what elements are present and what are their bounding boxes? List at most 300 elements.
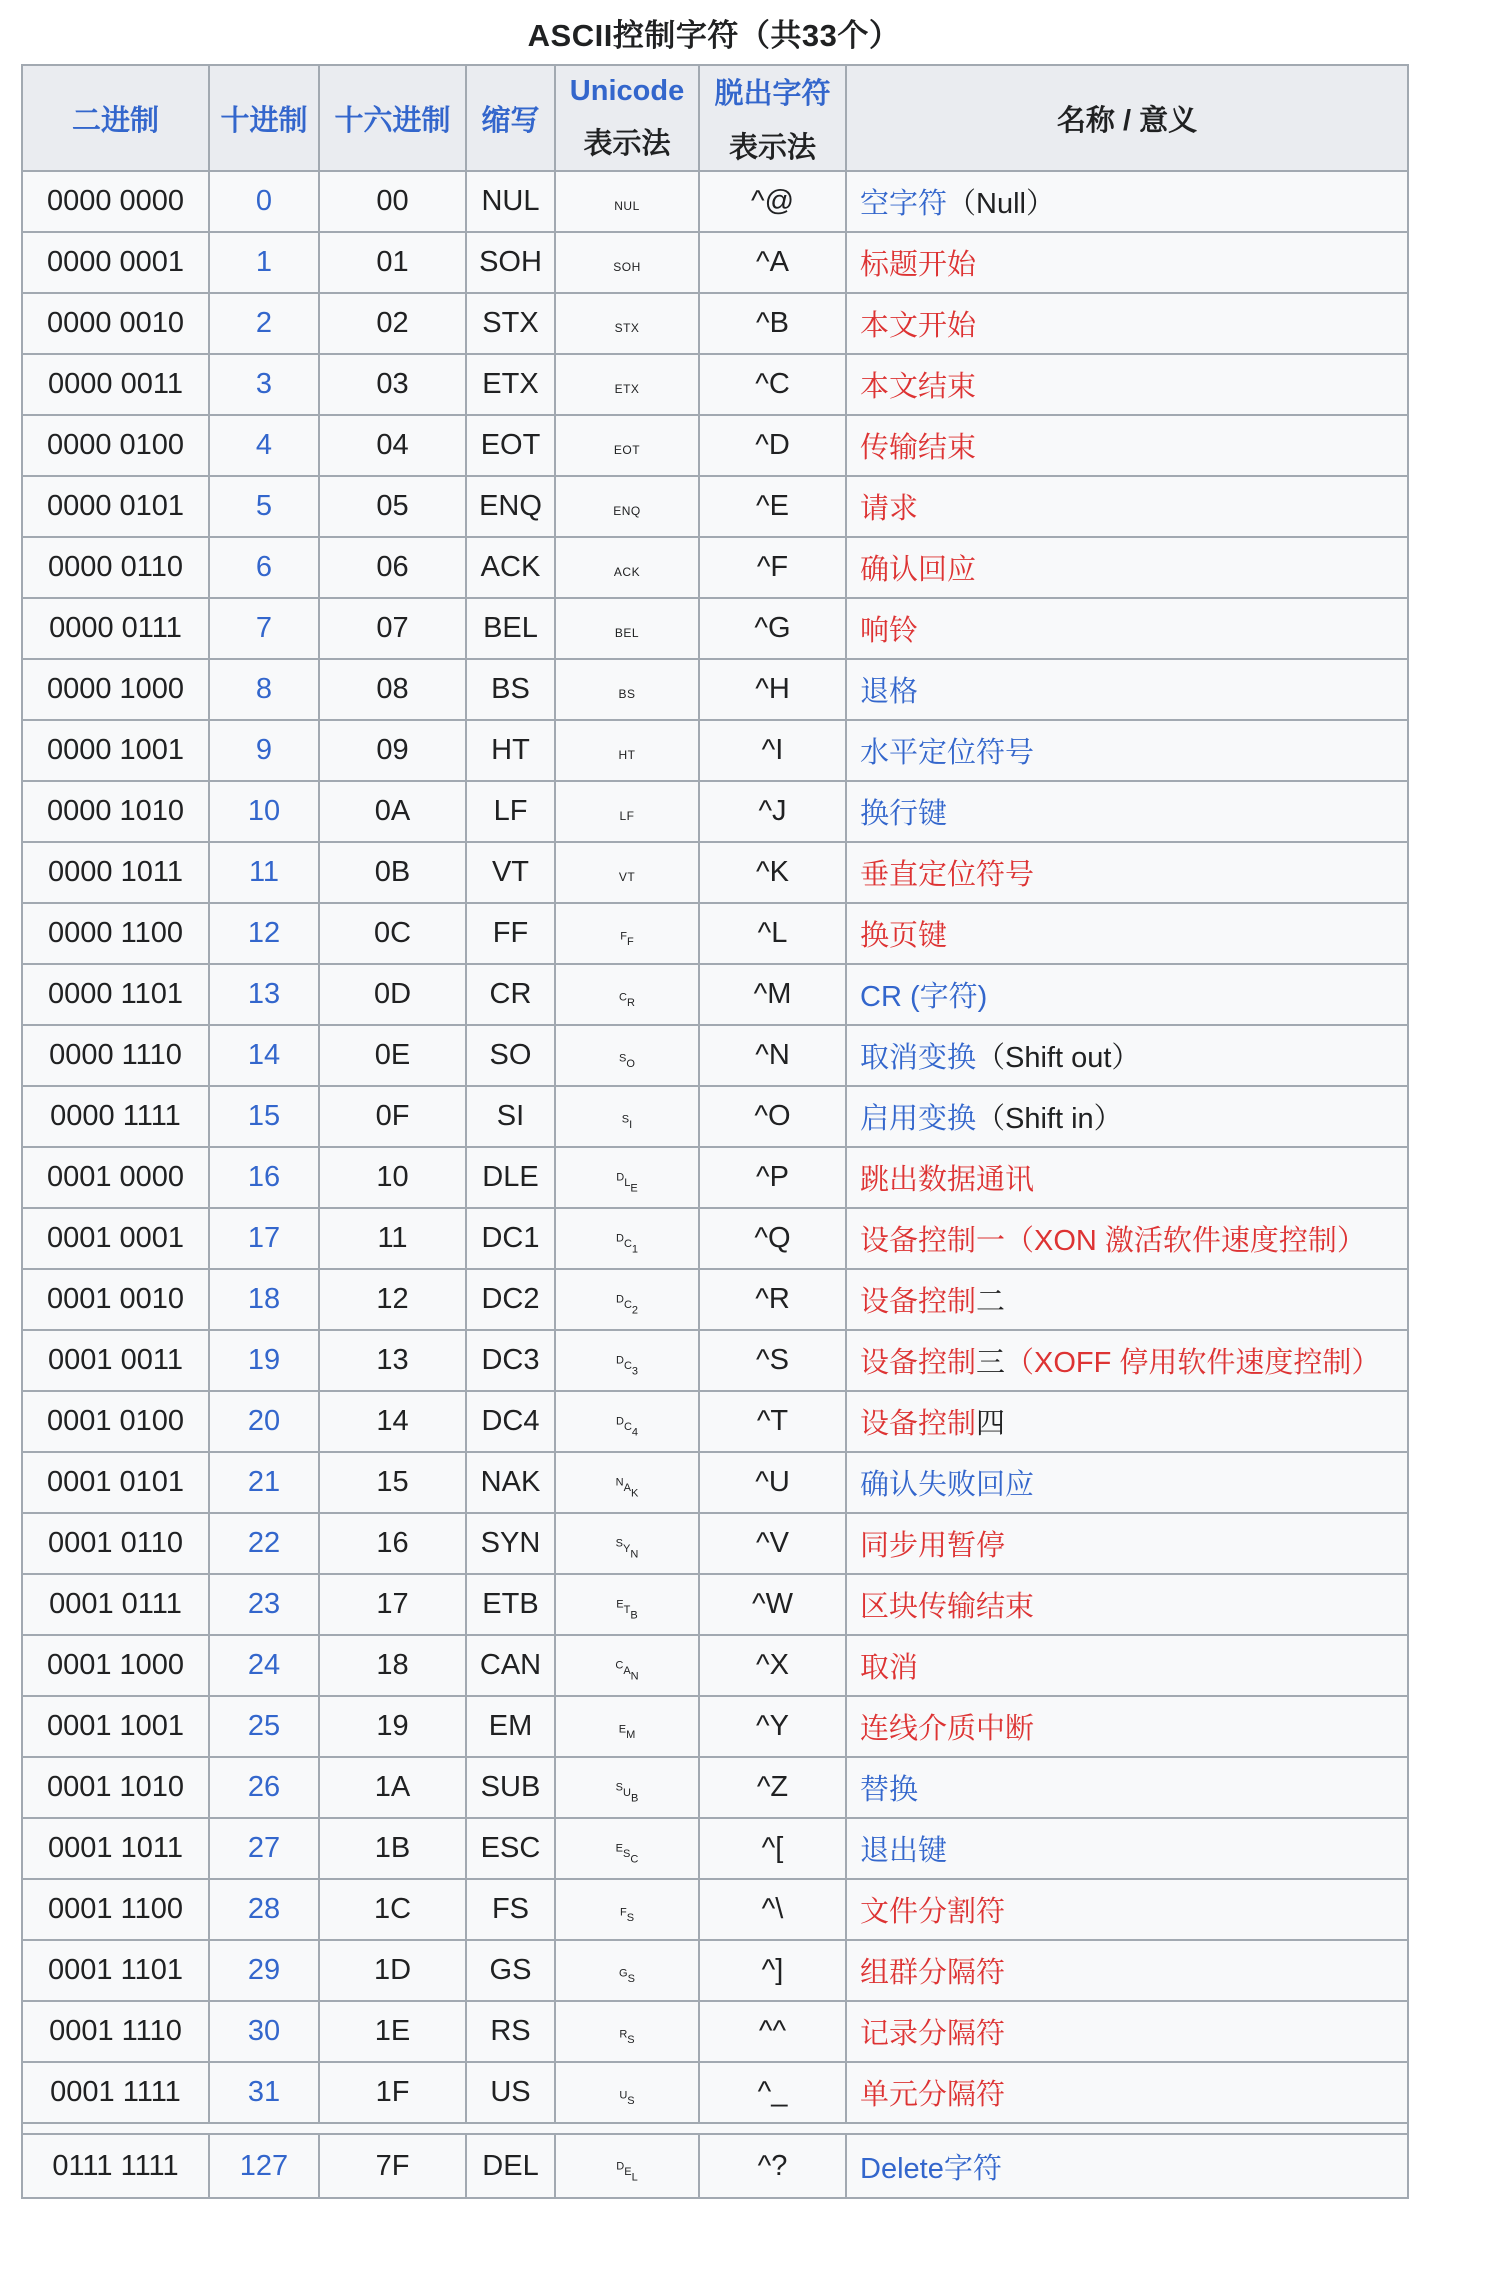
table-row <box>22 659 1408 720</box>
cell-unicode-symbol <box>555 1208 699 1269</box>
control-picture-glyph <box>615 1415 639 1439</box>
name-redlink[interactable]: 单元分隔符 <box>860 2079 1006 2111</box>
control-picture-glyph <box>619 991 635 1009</box>
glyph-letter: N <box>621 504 631 518</box>
glyph-letter: S <box>626 1911 635 1924</box>
table-row <box>22 293 1408 354</box>
control-picture-glyph <box>615 1781 639 1805</box>
cell-escape: ^[ <box>699 1818 846 1879</box>
decimal-link[interactable]: 2 <box>255 307 273 339</box>
glyph-letter: N <box>630 1670 639 1683</box>
cell-name <box>846 2134 1408 2198</box>
glyph-letter: N <box>615 1476 624 1489</box>
hex-header-link[interactable]: 十六进制 <box>334 104 451 137</box>
cell-escape: ^G <box>699 598 846 659</box>
cell-name <box>846 720 1408 781</box>
name-redlink[interactable]: 连线介质中断 <box>860 1713 1035 1745</box>
cell-hex: 1F <box>319 2062 466 2123</box>
glyph-letter: T <box>627 870 636 884</box>
glyph-letter: C <box>619 991 627 1004</box>
name-redlink[interactable]: 设备控制 <box>860 1286 977 1318</box>
decimal-link[interactable]: 18 <box>247 1283 281 1315</box>
glyph-letter: H <box>618 748 628 762</box>
glyph-letter: D <box>616 1171 625 1184</box>
cell-escape: ^U <box>699 1452 846 1513</box>
decimal-link[interactable]: 22 <box>247 1527 281 1559</box>
glyph-letter: R <box>627 996 635 1009</box>
control-picture-glyph <box>620 930 634 948</box>
cell-decimal <box>209 232 319 293</box>
glyph-letter: D <box>616 2160 625 2172</box>
glyph-letter: C <box>615 1659 624 1672</box>
cell-unicode-symbol <box>555 1147 699 1208</box>
name-text: （Null） <box>947 188 1055 220</box>
name-redlink[interactable]: 确认回应 <box>860 554 977 586</box>
glyph-letter: D <box>615 1232 624 1245</box>
control-picture-glyph <box>616 1171 638 1195</box>
column-header-escape <box>699 65 846 171</box>
cell-decimal <box>209 1147 319 1208</box>
glyph-letter: N <box>614 199 624 213</box>
glyph-letter: E <box>613 443 623 457</box>
cell-hex: 04 <box>319 415 466 476</box>
abbr-header-link[interactable]: 缩写 <box>481 104 540 137</box>
cell-unicode-symbol <box>555 171 699 232</box>
control-picture-glyph <box>616 2160 638 2183</box>
glyph-letter: H <box>631 260 641 274</box>
cell-name <box>846 659 1408 720</box>
table-row <box>22 1025 1408 1086</box>
glyph-letter: Y <box>623 1543 631 1555</box>
control-picture-glyph <box>614 443 640 457</box>
cell-name <box>846 1879 1408 1940</box>
name-link[interactable]: 退格 <box>860 676 919 708</box>
control-picture-glyph <box>618 687 635 701</box>
cell-unicode-symbol <box>555 1818 699 1879</box>
glyph-letter: T <box>623 382 631 396</box>
glyph-letter: O <box>621 260 632 274</box>
cell-escape: ^P <box>699 1147 846 1208</box>
column-header-unicode <box>555 65 699 171</box>
decimal-link[interactable]: 25 <box>247 1710 281 1742</box>
name-redlink[interactable]: 垂直定位符号 <box>860 859 1035 891</box>
cell-abbr: DC4 <box>466 1391 555 1452</box>
name-redlink[interactable]: 设备控制 <box>860 1347 977 1379</box>
table-row <box>22 2062 1408 2123</box>
decimal-link[interactable]: 12 <box>247 917 281 949</box>
name-redlink[interactable]: 传输结束 <box>860 432 977 464</box>
decimal-link[interactable]: 30 <box>247 2015 281 2047</box>
name-link[interactable]: 水平定位符号 <box>860 737 1035 769</box>
cell-abbr: US <box>466 2062 555 2123</box>
cell-hex: 12 <box>319 1269 466 1330</box>
cell-binary: 0000 0011 <box>22 354 209 415</box>
cell-name <box>846 537 1408 598</box>
cell-hex: 13 <box>319 1330 466 1391</box>
cell-escape: ^Z <box>699 1757 846 1818</box>
cell-abbr: ENQ <box>466 476 555 537</box>
control-picture-glyph <box>614 565 640 579</box>
cell-escape: ^A <box>699 232 846 293</box>
name-redlink[interactable]: 换页键 <box>860 920 948 952</box>
glyph-letter: E <box>630 1182 638 1195</box>
name-text: 二 <box>976 1286 1006 1318</box>
column-header-abbr <box>466 65 555 171</box>
cell-name <box>846 1574 1408 1635</box>
name-redlink[interactable]: 组群分隔符 <box>860 1957 1006 1989</box>
control-picture-glyph <box>616 1598 638 1622</box>
glyph-letter: 2 <box>631 1304 639 1317</box>
name-redlink[interactable]: 记录分隔符 <box>860 2018 1006 2050</box>
control-picture-glyph <box>621 1113 633 1131</box>
table-row <box>22 903 1408 964</box>
table-row <box>22 720 1408 781</box>
cell-unicode-symbol <box>555 964 699 1025</box>
cell-name <box>846 1086 1408 1147</box>
decimal-link[interactable]: 3 <box>255 368 273 400</box>
cell-unicode-symbol <box>555 2001 699 2062</box>
cell-decimal <box>209 842 319 903</box>
cell-name <box>846 1696 1408 1757</box>
cell-binary: 0001 1010 <box>22 1757 209 1818</box>
cell-escape: ^] <box>699 1940 846 2001</box>
cell-name <box>846 171 1408 232</box>
glyph-letter: V <box>618 870 628 884</box>
decimal-link[interactable]: 28 <box>247 1893 281 1925</box>
control-picture-glyph <box>618 748 635 762</box>
glyph-letter: Q <box>630 504 641 518</box>
glyph-letter: K <box>631 565 641 579</box>
table-row <box>22 1391 1408 1452</box>
decimal-link[interactable]: 10 <box>247 795 281 827</box>
unicode-header-link[interactable]: Unicode <box>569 74 685 107</box>
cell-decimal <box>209 415 319 476</box>
cell-escape: ^J <box>699 781 846 842</box>
decimal-link[interactable]: 24 <box>247 1649 281 1681</box>
table-row <box>22 1269 1408 1330</box>
glyph-letter: I <box>629 1118 633 1131</box>
cell-unicode-symbol <box>555 842 699 903</box>
decimal-link[interactable]: 19 <box>247 1344 281 1376</box>
table-row <box>22 2134 1408 2198</box>
cell-hex: 03 <box>319 354 466 415</box>
cell-abbr: BEL <box>466 598 555 659</box>
name-redlink[interactable]: 区块传输结束 <box>860 1591 1035 1623</box>
name-link[interactable]: 换行键 <box>860 798 948 830</box>
cell-name <box>846 903 1408 964</box>
glyph-letter: B <box>618 687 627 701</box>
ascii-control-table <box>21 64 1409 2199</box>
cell-name <box>846 598 1408 659</box>
cell-unicode-symbol <box>555 1086 699 1147</box>
cell-unicode-symbol <box>555 1025 699 1086</box>
cell-unicode-symbol <box>555 476 699 537</box>
decimal-link[interactable]: 0 <box>255 185 273 217</box>
glyph-letter: 4 <box>631 1426 639 1439</box>
decimal-link[interactable]: 13 <box>247 978 281 1010</box>
cell-name <box>846 1635 1408 1696</box>
cell-hex: 06 <box>319 537 466 598</box>
name-redlink[interactable]: 标题开始 <box>860 249 977 281</box>
glyph-letter: S <box>614 321 624 335</box>
cell-abbr: NUL <box>466 171 555 232</box>
decimal-link[interactable]: 31 <box>247 2076 281 2108</box>
cell-escape: ^W <box>699 1574 846 1635</box>
glyph-letter: C <box>623 1360 632 1372</box>
cell-escape: ^S <box>699 1330 846 1391</box>
name-text: 四 <box>976 1408 1006 1440</box>
cell-unicode-symbol <box>555 1452 699 1513</box>
cell-escape: ^^ <box>699 2001 846 2062</box>
cell-binary: 0000 1100 <box>22 903 209 964</box>
glyph-letter: C <box>623 1238 632 1250</box>
cell-name <box>846 2062 1408 2123</box>
cell-binary: 0001 0101 <box>22 1452 209 1513</box>
cell-abbr: LF <box>466 781 555 842</box>
decimal-link[interactable]: 4 <box>255 429 273 461</box>
cell-escape: ^V <box>699 1513 846 1574</box>
control-picture-glyph <box>619 1052 635 1070</box>
glyph-letter: U <box>623 199 633 213</box>
decimal-link[interactable]: 127 <box>239 2149 289 2182</box>
cell-decimal <box>209 171 319 232</box>
cell-abbr: RS <box>466 2001 555 2062</box>
cell-decimal <box>209 354 319 415</box>
cell-abbr: ESC <box>466 1818 555 1879</box>
table-row <box>22 1086 1408 1147</box>
cell-binary: 0000 1001 <box>22 720 209 781</box>
table-row <box>22 1818 1408 1879</box>
decimal-link[interactable]: 23 <box>247 1588 281 1620</box>
decimal-link[interactable]: 17 <box>247 1222 281 1254</box>
cell-escape: ^Y <box>699 1696 846 1757</box>
glyph-letter: F <box>619 1906 627 1919</box>
control-picture-glyph <box>613 504 641 518</box>
cell-abbr: SOH <box>466 232 555 293</box>
name-link[interactable]: 确认失败回应 <box>860 1469 1035 1501</box>
table-row <box>22 781 1408 842</box>
escape-header-suffix: 表示法 <box>728 131 816 164</box>
cell-binary: 0001 1100 <box>22 1879 209 1940</box>
cell-hex: 1E <box>319 2001 466 2062</box>
cell-hex: 08 <box>319 659 466 720</box>
cell-unicode-symbol <box>555 1513 699 1574</box>
glyph-letter: L <box>632 199 640 213</box>
cell-decimal <box>209 1696 319 1757</box>
cell-abbr: NAK <box>466 1452 555 1513</box>
control-picture-glyph <box>619 2089 635 2107</box>
name-redlink[interactable]: 本文开始 <box>860 310 977 342</box>
decimal-link[interactable]: 20 <box>247 1405 281 1437</box>
page-content <box>21 0 1407 2199</box>
cell-abbr: SI <box>466 1086 555 1147</box>
column-header-hex <box>319 65 466 171</box>
decimal-link[interactable]: 8 <box>255 673 273 705</box>
escape-header-link[interactable]: 脱出字符 <box>714 77 831 110</box>
cell-binary: 0001 1110 <box>22 2001 209 2062</box>
cell-name <box>846 1147 1408 1208</box>
decimal-link[interactable]: 27 <box>247 1832 281 1864</box>
cell-hex: 10 <box>319 1147 466 1208</box>
cell-binary: 0001 0010 <box>22 1269 209 1330</box>
cell-abbr: SUB <box>466 1757 555 1818</box>
table-row <box>22 1696 1408 1757</box>
name-link[interactable]: 退出键 <box>860 1835 948 1867</box>
decimal-link[interactable]: 14 <box>247 1039 281 1071</box>
glyph-letter: C <box>623 1299 632 1311</box>
cell-binary: 0001 1000 <box>22 1635 209 1696</box>
glyph-letter: F <box>627 935 634 948</box>
cell-abbr: CAN <box>466 1635 555 1696</box>
column-header-name <box>846 65 1408 171</box>
decimal-header-link[interactable]: 十进制 <box>220 104 308 137</box>
cell-escape: ^C <box>699 354 846 415</box>
glyph-letter: C <box>623 1421 632 1433</box>
cell-unicode-symbol <box>555 598 699 659</box>
decimal-link[interactable]: 29 <box>247 1954 281 1986</box>
cell-name <box>846 1513 1408 1574</box>
cell-binary: 0000 1101 <box>22 964 209 1025</box>
cell-escape: ^X <box>699 1635 846 1696</box>
cell-hex: 05 <box>319 476 466 537</box>
name-link[interactable]: Delete字符 <box>860 2152 1002 2185</box>
name-redlink[interactable]: 文件分割符 <box>860 1896 1006 1928</box>
name-redlink[interactable]: （XON 激活软件速度控制） <box>1005 1225 1366 1257</box>
cell-hex: 01 <box>319 232 466 293</box>
cell-decimal <box>209 1452 319 1513</box>
cell-name <box>846 1269 1408 1330</box>
cell-escape: ^L <box>699 903 846 964</box>
cell-binary: 0001 1001 <box>22 1696 209 1757</box>
cell-hex: 0C <box>319 903 466 964</box>
cell-binary: 0001 0111 <box>22 1574 209 1635</box>
cell-name <box>846 1757 1408 1818</box>
cell-abbr: SYN <box>466 1513 555 1574</box>
cell-abbr: ACK <box>466 537 555 598</box>
cell-abbr: HT <box>466 720 555 781</box>
name-redlink[interactable]: 请求 <box>860 493 919 525</box>
name-redlink[interactable]: 同步用暂停 <box>860 1530 1006 1562</box>
cell-decimal <box>209 2134 319 2198</box>
cell-unicode-symbol <box>555 232 699 293</box>
cell-unicode-symbol <box>555 1635 699 1696</box>
name-redlink[interactable]: 本文结束 <box>860 371 977 403</box>
control-picture-glyph <box>615 626 639 640</box>
table-row <box>22 537 1408 598</box>
name-redlink[interactable]: 设备控制一 <box>860 1225 1006 1257</box>
name-link[interactable]: CR (字符) <box>860 981 988 1013</box>
control-picture-glyph <box>619 2028 635 2046</box>
decimal-link[interactable]: 7 <box>255 612 273 644</box>
control-picture-glyph <box>615 1476 639 1500</box>
cell-binary: 0001 1011 <box>22 1818 209 1879</box>
binary-header-link[interactable]: 二进制 <box>71 104 159 137</box>
glyph-letter: D <box>615 1293 624 1306</box>
table-row <box>22 476 1408 537</box>
cell-binary: 0001 0001 <box>22 1208 209 1269</box>
decimal-link[interactable]: 16 <box>247 1161 281 1193</box>
name-link[interactable]: 空字符 <box>860 188 948 220</box>
cell-hex: 1B <box>319 1818 466 1879</box>
cell-decimal <box>209 1940 319 2001</box>
glyph-letter: C <box>630 1853 639 1866</box>
spacer-cell <box>22 2123 1408 2134</box>
cell-unicode-symbol <box>555 1940 699 2001</box>
glyph-letter: E <box>615 1842 624 1855</box>
decimal-link[interactable]: 11 <box>248 856 280 888</box>
cell-abbr: DEL <box>466 2134 555 2198</box>
glyph-letter: 3 <box>631 1365 639 1378</box>
name-link[interactable]: 取消变换 <box>860 1042 977 1074</box>
glyph-letter: S <box>627 687 636 701</box>
cell-escape: ^I <box>699 720 846 781</box>
cell-unicode-symbol <box>555 659 699 720</box>
cell-unicode-symbol <box>555 1757 699 1818</box>
cell-hex: 16 <box>319 1513 466 1574</box>
name-redlink[interactable]: 跳出数据通讯 <box>860 1164 1035 1196</box>
cell-hex: 1C <box>319 1879 466 1940</box>
glyph-letter: B <box>630 1792 639 1805</box>
cell-binary: 0000 1111 <box>22 1086 209 1147</box>
cell-decimal <box>209 1025 319 1086</box>
decimal-link[interactable]: 26 <box>247 1771 281 1803</box>
glyph-letter: M <box>626 1728 636 1741</box>
control-picture-glyph <box>615 382 640 396</box>
cell-abbr: VT <box>466 842 555 903</box>
name-redlink[interactable]: 响铃 <box>860 615 919 647</box>
decimal-link[interactable]: 6 <box>255 551 273 583</box>
column-header-decimal <box>209 65 319 171</box>
unicode-header-suffix: 表示法 <box>583 127 671 160</box>
cell-escape: ^M <box>699 964 846 1025</box>
glyph-letter: A <box>613 565 623 579</box>
table-row <box>22 598 1408 659</box>
glyph-letter: S <box>621 1113 630 1126</box>
control-picture-glyph <box>619 809 634 823</box>
glyph-letter: X <box>630 382 640 396</box>
cell-unicode-symbol <box>555 1269 699 1330</box>
cell-binary: 0001 0011 <box>22 1330 209 1391</box>
cell-escape: ^F <box>699 537 846 598</box>
name-redlink[interactable]: 取消 <box>860 1652 919 1684</box>
decimal-link[interactable]: 15 <box>247 1100 281 1132</box>
decimal-link[interactable]: 1 <box>255 246 273 278</box>
cell-abbr: CR <box>466 964 555 1025</box>
cell-hex: 15 <box>319 1452 466 1513</box>
cell-abbr: FS <box>466 1879 555 1940</box>
glyph-letter: B <box>630 1609 638 1622</box>
cell-decimal <box>209 1818 319 1879</box>
glyph-letter: E <box>623 626 632 640</box>
decimal-link[interactable]: 5 <box>255 490 273 522</box>
name-link[interactable]: 启用变换 <box>860 1103 977 1135</box>
cell-hex: 19 <box>319 1696 466 1757</box>
cell-hex: 0D <box>319 964 466 1025</box>
name-redlink[interactable]: 设备控制 <box>860 1408 977 1440</box>
cell-binary: 0000 0110 <box>22 537 209 598</box>
glyph-letter: L <box>619 809 627 823</box>
name-link[interactable]: 替换 <box>860 1774 919 1806</box>
cell-name <box>846 1025 1408 1086</box>
cell-escape: ^O <box>699 1086 846 1147</box>
decimal-link[interactable]: 9 <box>255 734 273 766</box>
glyph-letter: E <box>616 1598 624 1611</box>
cell-decimal <box>209 1879 319 1940</box>
name-redlink[interactable]: （XOFF 停用软件速度控制） <box>1005 1347 1381 1379</box>
control-picture-glyph <box>615 1842 639 1866</box>
cell-binary: 0001 0100 <box>22 1391 209 1452</box>
decimal-link[interactable]: 21 <box>247 1466 281 1498</box>
